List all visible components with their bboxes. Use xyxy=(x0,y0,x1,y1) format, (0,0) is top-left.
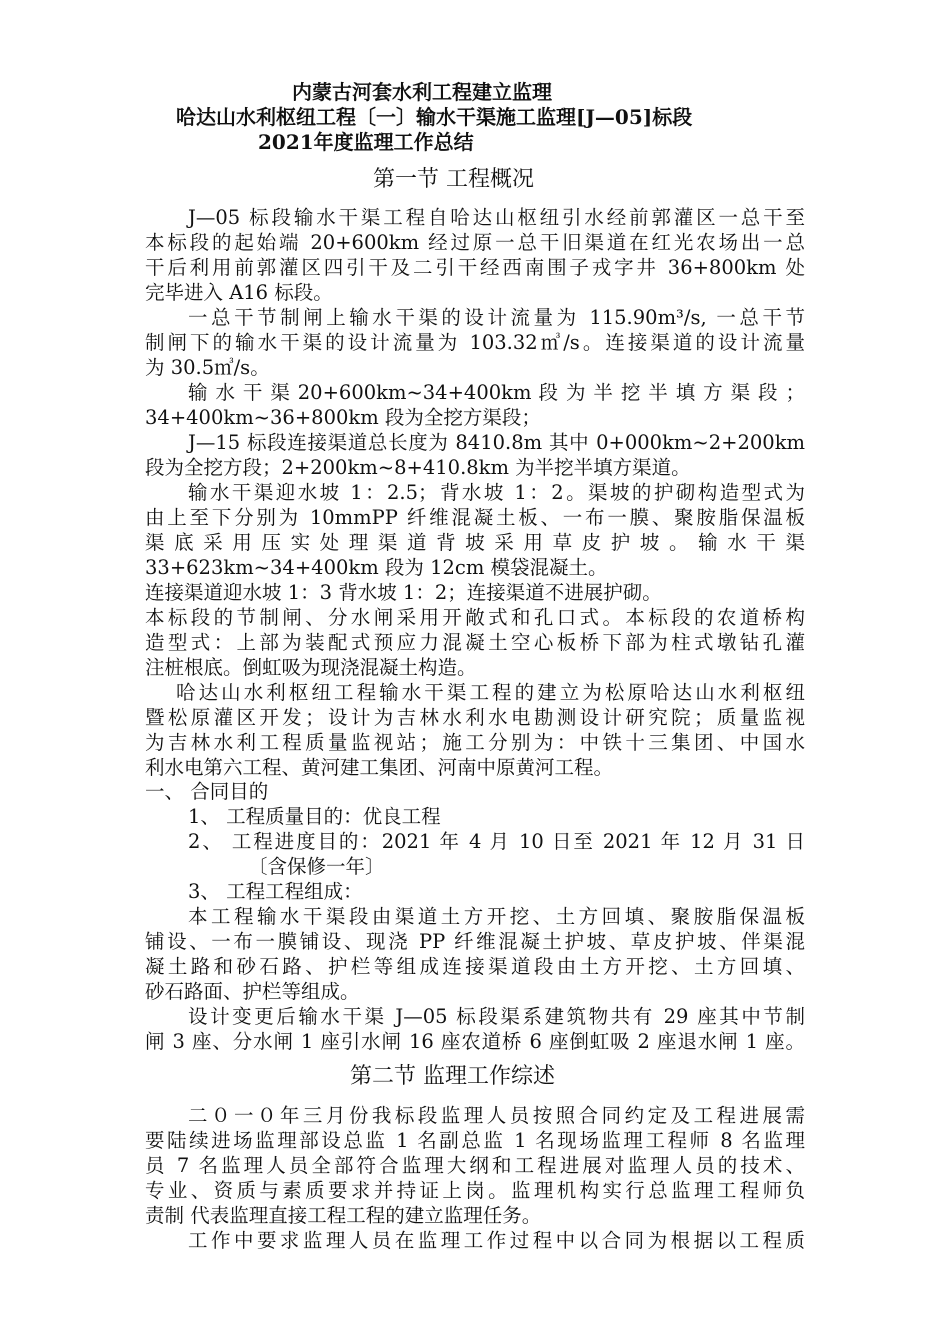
paragraph-line: 本标段的节制闸、分水闸采用开敞式和孔口式。本标段的农道桥构 xyxy=(145,606,805,629)
paragraph-line: 本标段的起始端 20+600km 经过原一总干旧渠道在红光农场出一总 xyxy=(145,231,805,254)
paragraph-line: J—05 标段输水干渠工程自哈达山枢纽引水经前郭灌区一总干至 xyxy=(188,206,805,229)
paragraph-line: 连接渠道迎水坡 1：3 背水坡 1：2；连接渠道不进展护砌。 xyxy=(145,581,662,604)
paragraph-line: 造型式：上部为装配式预应力混凝土空心板桥下部为柱式墩钻孔灌 xyxy=(145,631,805,654)
paragraph-line: 2、 工程进度目的：2021 年 4 月 10 日至 2021 年 12 月 31 日 xyxy=(188,830,805,853)
paragraph-line: 3、 工程工程组成： xyxy=(188,880,363,903)
paragraph-line: 由上至下分别为 10mmPP 纤维混凝土板、一布一膜、聚胺脂保温板 xyxy=(145,506,805,529)
paragraph-line: 工作中要求监理人员在监理工作过程中以合同为根据以工程质 xyxy=(188,1229,805,1252)
paragraph-line: J—15 标段连接渠道总长度为 8410.8m 其中 0+000km~2+200km xyxy=(188,431,805,454)
paragraph-line: 为 30.5㎥/s。 xyxy=(145,356,270,379)
paragraph-line: 干后利用前郭灌区四引干及二引干经西南围子戎字井 36+800km 处 xyxy=(145,256,805,279)
paragraph-line: 哈达山水利枢纽工程输水干渠工程的建立为松原哈达山水利枢纽 xyxy=(176,681,805,704)
paragraph-line: 注桩根底。倒虹吸为现浇混凝土构造。 xyxy=(145,656,477,679)
paragraph-line: 一总干节制闸上输水干渠的设计流量为 115.90m³/s, 一总干节 xyxy=(188,306,805,329)
paragraph-line: 闸 3 座、分水闸 1 座引水闸 16 座农道桥 6 座倒虹吸 2 座退水闸 1 座。 xyxy=(145,1030,805,1053)
paragraph-line: 33+623km~34+400km 段为 12cm 模袋混凝土。 xyxy=(145,556,608,579)
paragraph-line: 砂石路面、护栏等组成。 xyxy=(145,980,360,1003)
paragraph-line: 34+400km~36+800km 段为全挖方渠段； xyxy=(145,406,541,429)
paragraph-line: 要陆续进场监理部设总监 1 名副总监 1 名现场监理工程师 8 名监理 xyxy=(145,1129,805,1152)
doc-title-line-3: 2021年度监理工作总结 xyxy=(258,130,474,154)
paragraph-line: 责制 代表监理直接工程工程的建立监理任务。 xyxy=(145,1204,542,1227)
paragraph-line: 渠 底 采 用 压 实 处 理 渠 道 背 坡 采 用 草 皮 护 坡 。 输 水 干 渠 xyxy=(145,531,805,554)
paragraph-line: 暨松原灌区开发；设计为吉林水利水电勘测设计研究院；质量监视 xyxy=(145,706,805,729)
paragraph-line: 员 7 名监理人员全部符合监理大纲和工程进展对监理人员的技术、 xyxy=(145,1154,805,1177)
paragraph-line: 〔含保修一年〕 xyxy=(248,855,385,878)
doc-title-line-1: 内蒙古河套水利工程建立监理 xyxy=(292,80,552,104)
paragraph-line: 为吉林水利工程质量监视站；施工分别为：中铁十三集团、中国水 xyxy=(145,731,805,754)
paragraph-line: 铺设、一布一膜铺设、现浇 PP 纤维混凝土护坡、草皮护坡、伴渠混 xyxy=(145,930,805,953)
paragraph-line: 制闸下的输水干渠的设计流量为 103.32㎥/s。连接渠道的设计流量 xyxy=(145,331,805,354)
paragraph-line: 输水干渠迎水坡 1：2.5；背水坡 1：2。渠坡的护砌构造型式为 xyxy=(188,481,805,504)
paragraph-line: 输 水 干 渠 20+600km~34+400km 段 为 半 挖 半 填 方 渠 段 ； xyxy=(188,381,805,404)
doc-title-line-2: 哈达山水利枢纽工程〔一〕输水干渠施工监理[J—05]标段 xyxy=(176,105,693,129)
paragraph-line: 利水电第六工程、黄河建工集团、河南中原黄河工程。 xyxy=(145,756,614,779)
section-heading-1: 第一节 工程概况 xyxy=(373,167,534,192)
paragraph-line: 一、 合同目的 xyxy=(145,780,269,803)
section-heading-2: 第二节 监理工作综述 xyxy=(350,1064,555,1089)
paragraph-line: 完毕进入 A16 标段。 xyxy=(145,281,333,304)
paragraph-line: 本工程输水干渠段由渠道土方开挖、土方回填、聚胺脂保温板 xyxy=(188,905,805,928)
paragraph-line: 设计变更后输水干渠 J—05 标段渠系建筑物共有 29 座其中节制 xyxy=(188,1005,805,1028)
paragraph-line: 二０一０年三月份我标段监理人员按照合同约定及工程进展需 xyxy=(188,1104,805,1127)
paragraph-line: 段为全挖方段；2+200km~8+410.8km 为半挖半填方渠道。 xyxy=(145,456,691,479)
paragraph-line: 凝土路和砂石路、护栏等组成连接渠道段由土方开挖、土方回填、 xyxy=(145,955,805,978)
paragraph-line: 1、 工程质量目的：优良工程 xyxy=(188,805,441,828)
paragraph-line: 专业、资质与素质要求并持证上岗。监理机构实行总监理工程师负 xyxy=(145,1179,805,1202)
